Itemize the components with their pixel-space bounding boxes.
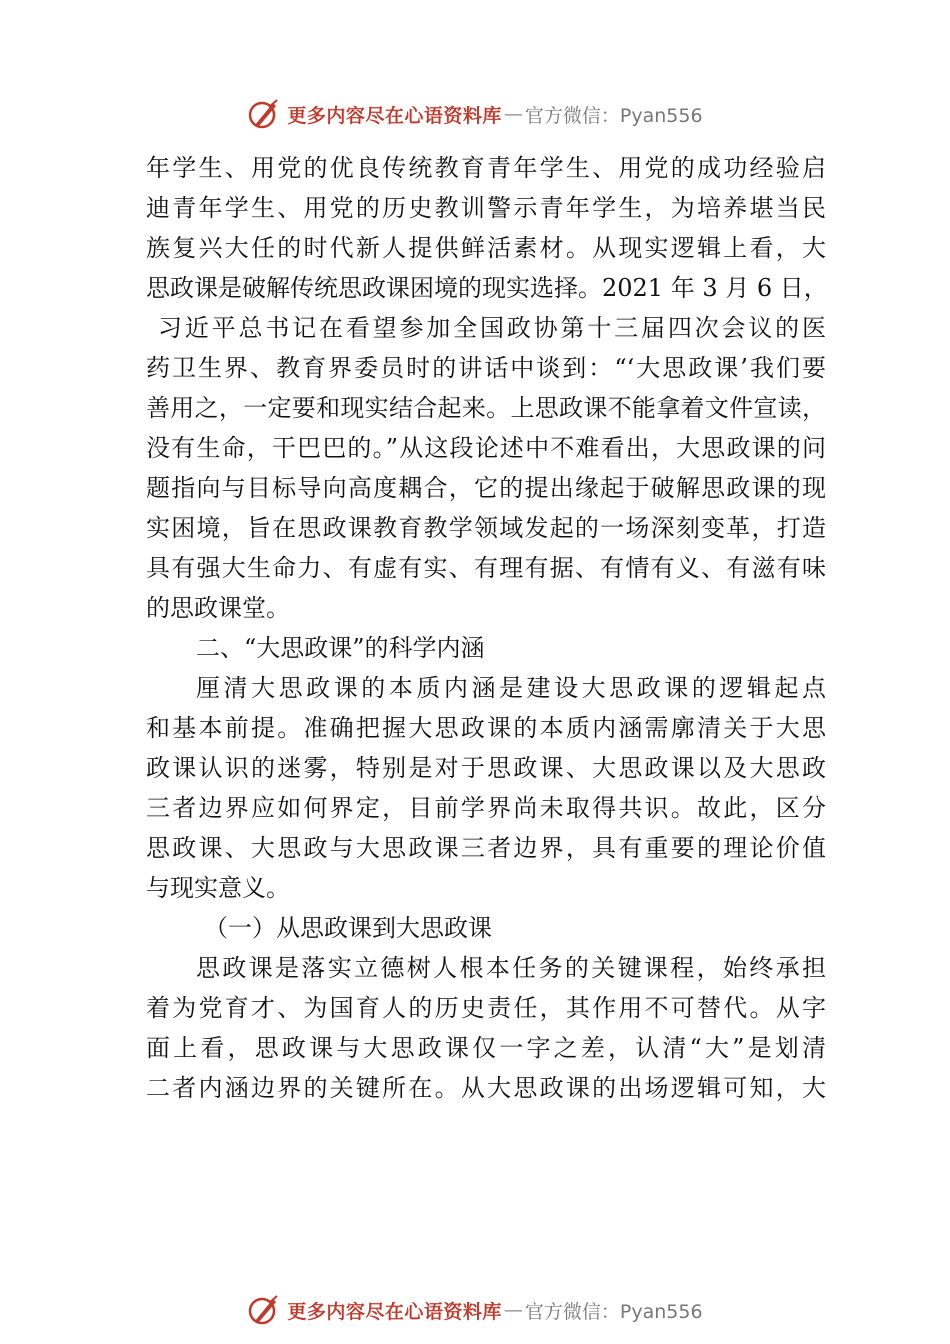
text-line: 年学生、用党的优良传统教育青年学生、用党的成功经验启 bbox=[146, 154, 826, 182]
footer-separator: — bbox=[503, 1299, 523, 1321]
footer-brand: 更多内容尽在心语资料库 bbox=[287, 1300, 502, 1323]
text-line: 思政课是落实立德树人根本任务的关键课程，始终承担 bbox=[196, 954, 826, 982]
document-body bbox=[146, 148, 826, 1108]
text-line: 族复兴大任的时代新人提供鲜活素材。从现实逻辑上看，大 bbox=[146, 234, 826, 262]
text-line: 药卫生界、教育界委员时的讲话中谈到：“‘大思政课’我们要 bbox=[146, 354, 826, 382]
footer-banner bbox=[0, 1290, 950, 1330]
header-separator: — bbox=[503, 103, 523, 125]
text-line: 没有生命，干巴巴的。”从这段论述中不难看出，大思政课的问 bbox=[146, 434, 826, 462]
text-line: 着为党育才、为国育人的历史责任，其作用不可替代。从字 bbox=[146, 994, 826, 1022]
text-line: 具有强大生命力、有虚有实、有理有据、有情有义、有滋有味 bbox=[146, 554, 826, 582]
header-banner bbox=[0, 94, 950, 134]
text-line: 思政课是破解传统思政课困境的现实选择。2021 年 3 月 6 日， bbox=[146, 274, 828, 302]
text-line: 实困境，旨在思政课教育教学领域发起的一场深刻变革，打造 bbox=[146, 514, 826, 542]
text-line: 厘清大思政课的本质内涵是建设大思政课的逻辑起点 bbox=[196, 674, 826, 702]
text-line: 思政课、大思政与大思政课三者边界，具有重要的理论价值 bbox=[146, 834, 826, 862]
text-line: 习近平总书记在看望参加全国政协第十三届四次会议的医 bbox=[158, 314, 826, 342]
text-line: 善用之，一定要和现实结合起来。上思政课不能拿着文件宣读， bbox=[146, 394, 826, 422]
quill-pen-logo-icon bbox=[247, 1293, 281, 1327]
text-line: 政课认识的迷雾，特别是对于思政课、大思政课以及大思政 bbox=[146, 754, 826, 782]
text-line: 二者内涵边界的关键所在。从大思政课的出场逻辑可知，大 bbox=[146, 1074, 826, 1102]
text-line: 和基本前提。准确把握大思政课的本质内涵需廓清关于大思 bbox=[146, 714, 826, 742]
subsection-heading: （一）从思政课到大思政课 bbox=[204, 914, 492, 942]
quill-pen-logo-icon bbox=[247, 97, 281, 131]
text-line: 与现实意义。 bbox=[146, 874, 290, 902]
header-contact: 官方微信：Pyan556 bbox=[524, 104, 703, 127]
text-line: 迪青年学生、用党的历史教训警示青年学生，为培养堪当民 bbox=[146, 194, 826, 222]
text-line: 三者边界应如何界定，目前学界尚未取得共识。故此，区分 bbox=[146, 794, 826, 822]
header-brand: 更多内容尽在心语资料库 bbox=[287, 104, 502, 127]
footer-contact: 官方微信：Pyan556 bbox=[524, 1300, 703, 1323]
text-line: 的思政课堂。 bbox=[146, 594, 290, 622]
text-line: 题指向与目标导向高度耦合，它的提出缘起于破解思政课的现 bbox=[146, 474, 826, 502]
section-heading: 二、“大思政课”的科学内涵 bbox=[196, 634, 485, 662]
text-line: 面上看，思政课与大思政课仅一字之差，认清“大”是划清 bbox=[146, 1034, 826, 1062]
